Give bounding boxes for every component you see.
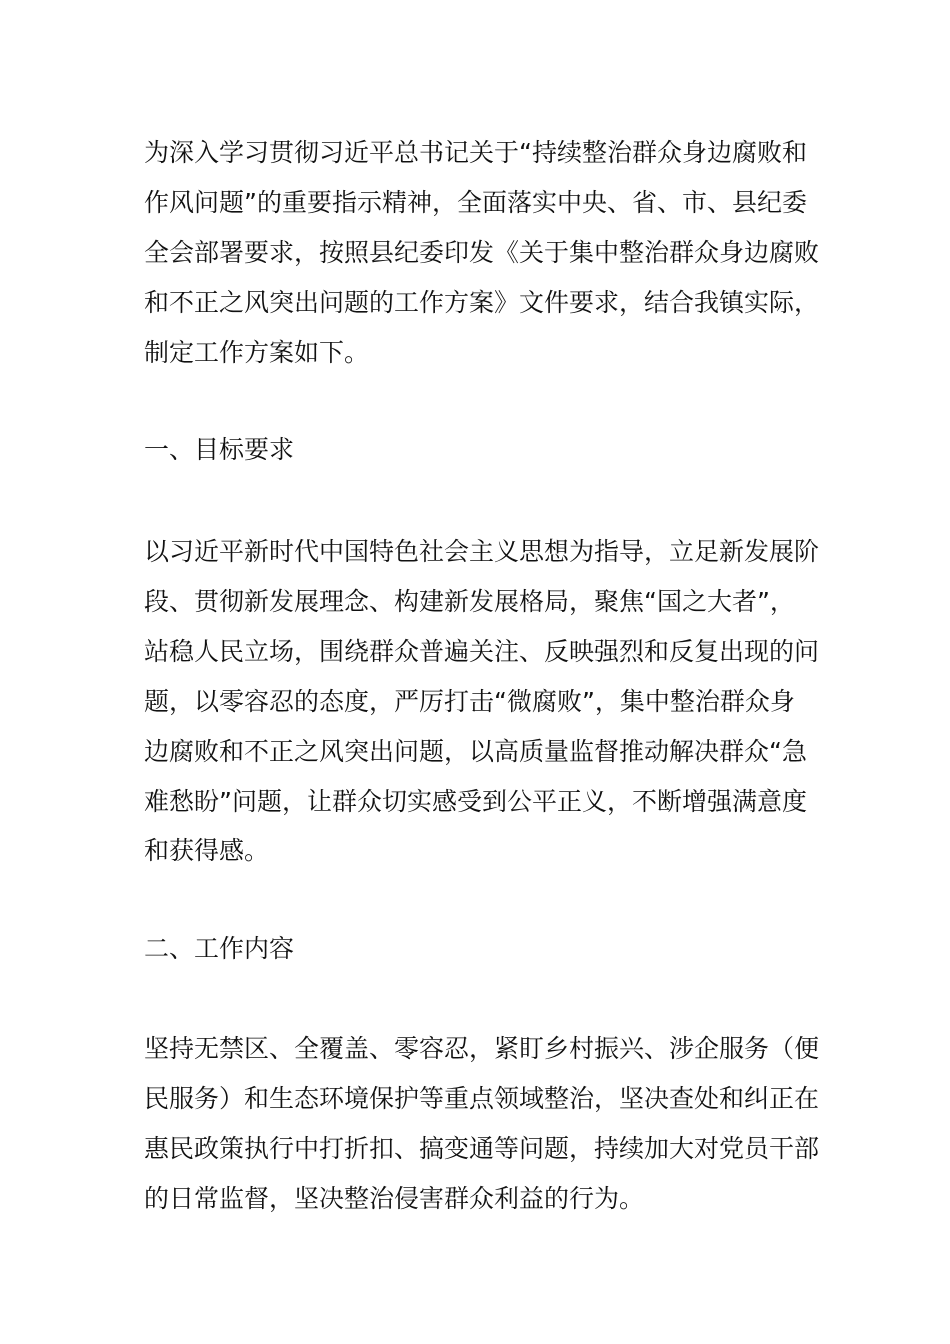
intro-paragraph-line: 为深入学习贯彻习近平总书记关于“持续整治群众身边腐败和	[144, 138, 807, 167]
content-paragraph-line: 坚持无禁区、全覆盖、零容忍，紧盯乡村振兴、涉企服务（便	[144, 1034, 820, 1063]
intro-paragraph-line: 制定工作方案如下。	[144, 338, 370, 367]
goal-paragraph-line: 站稳人民立场，围绕群众普遍关注、反映强烈和反复出现的问	[144, 637, 820, 666]
goal-paragraph-line: 边腐败和不正之风突出问题，以高质量监督推动解决群众“急	[144, 737, 807, 766]
goal-paragraph-line: 难愁盼”问题，让群众切实感受到公平正义，不断增强满意度	[144, 787, 807, 816]
content-paragraph-line: 惠民政策执行中打折扣、搞变通等问题，持续加大对党员干部	[144, 1134, 820, 1163]
intro-paragraph-line: 全会部署要求，按照县纪委印发《关于集中整治群众身边腐败	[144, 238, 820, 267]
content-paragraph-line: 民服务）和生态环境保护等重点领域整治，坚决查处和纠正在	[144, 1084, 820, 1113]
goal-paragraph-line: 以习近平新时代中国特色社会主义思想为指导，立足新发展阶	[144, 537, 820, 566]
goal-paragraph-line: 和获得感。	[144, 836, 270, 865]
goal-paragraph-line: 段、贯彻新发展理念、构建新发展格局，聚焦“国之大者”，	[144, 587, 795, 616]
intro-paragraph-line: 和不正之风突出问题的工作方案》文件要求，结合我镇实际，	[144, 288, 820, 317]
content-paragraph-line: 的日常监督，坚决整治侵害群众利益的行为。	[144, 1184, 645, 1213]
intro-paragraph-line: 作风问题”的重要指示精神，全面落实中央、省、市、县纪委	[144, 188, 807, 217]
goal-paragraph-line: 题，以零容忍的态度，严厉打击“微腐败”，集中整治群众身	[144, 687, 795, 716]
section-heading-1-line: 一、目标要求	[144, 435, 295, 464]
section-heading-2-line: 二、工作内容	[144, 934, 295, 963]
